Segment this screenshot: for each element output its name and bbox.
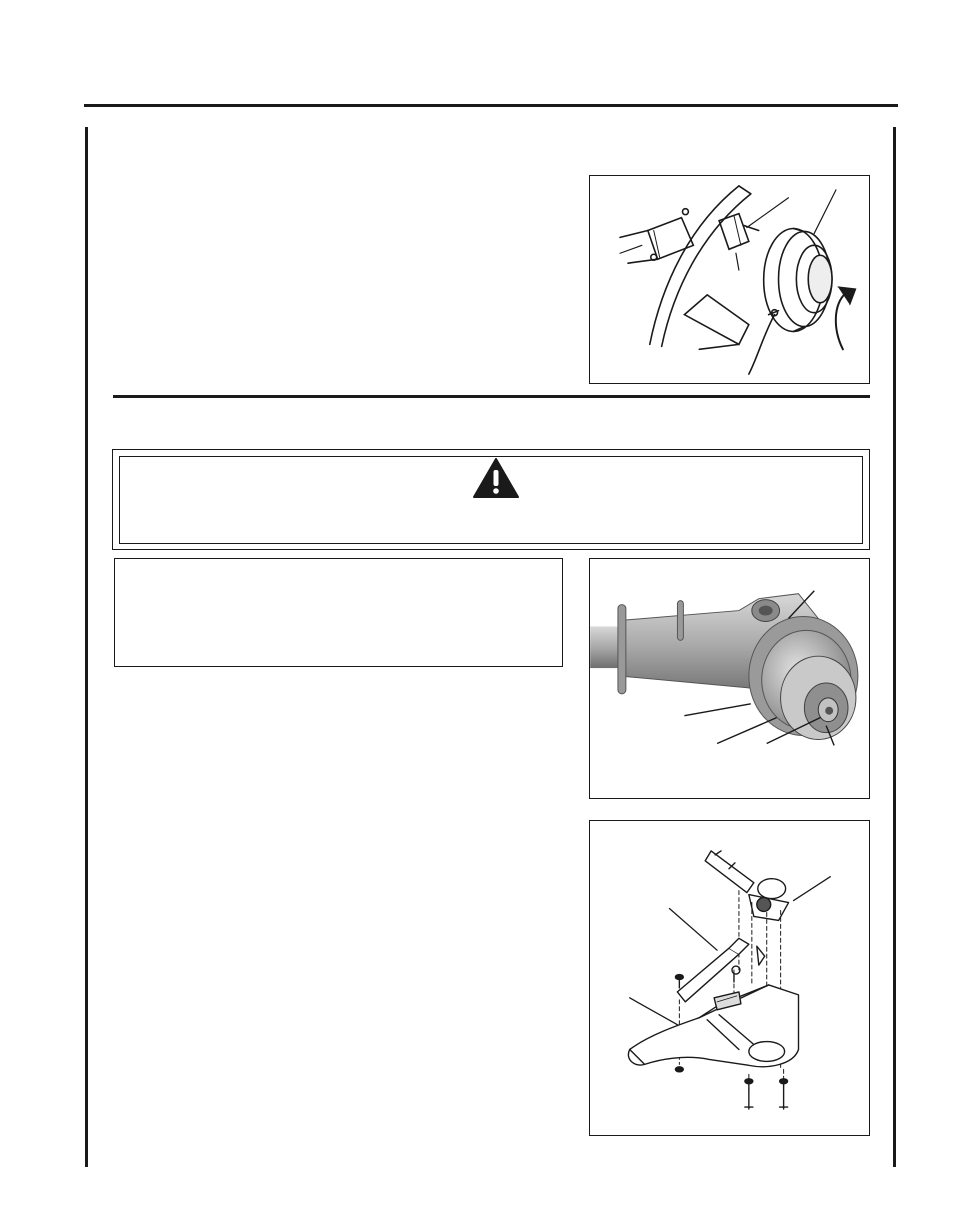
warning-triangle-icon <box>473 458 519 498</box>
section-divider <box>113 395 870 398</box>
spool-installation-figure <box>589 175 870 384</box>
left-margin-bar <box>85 127 88 1167</box>
spool-installation-illustration <box>590 176 869 383</box>
right-margin-bar <box>893 127 896 1167</box>
note-box <box>114 558 563 667</box>
guard-assembly-figure <box>589 820 870 1136</box>
guard-assembly-illustration <box>590 821 869 1135</box>
gear-head-figure <box>589 558 870 799</box>
page-header-rule <box>84 104 898 107</box>
gear-head-illustration <box>590 559 869 798</box>
